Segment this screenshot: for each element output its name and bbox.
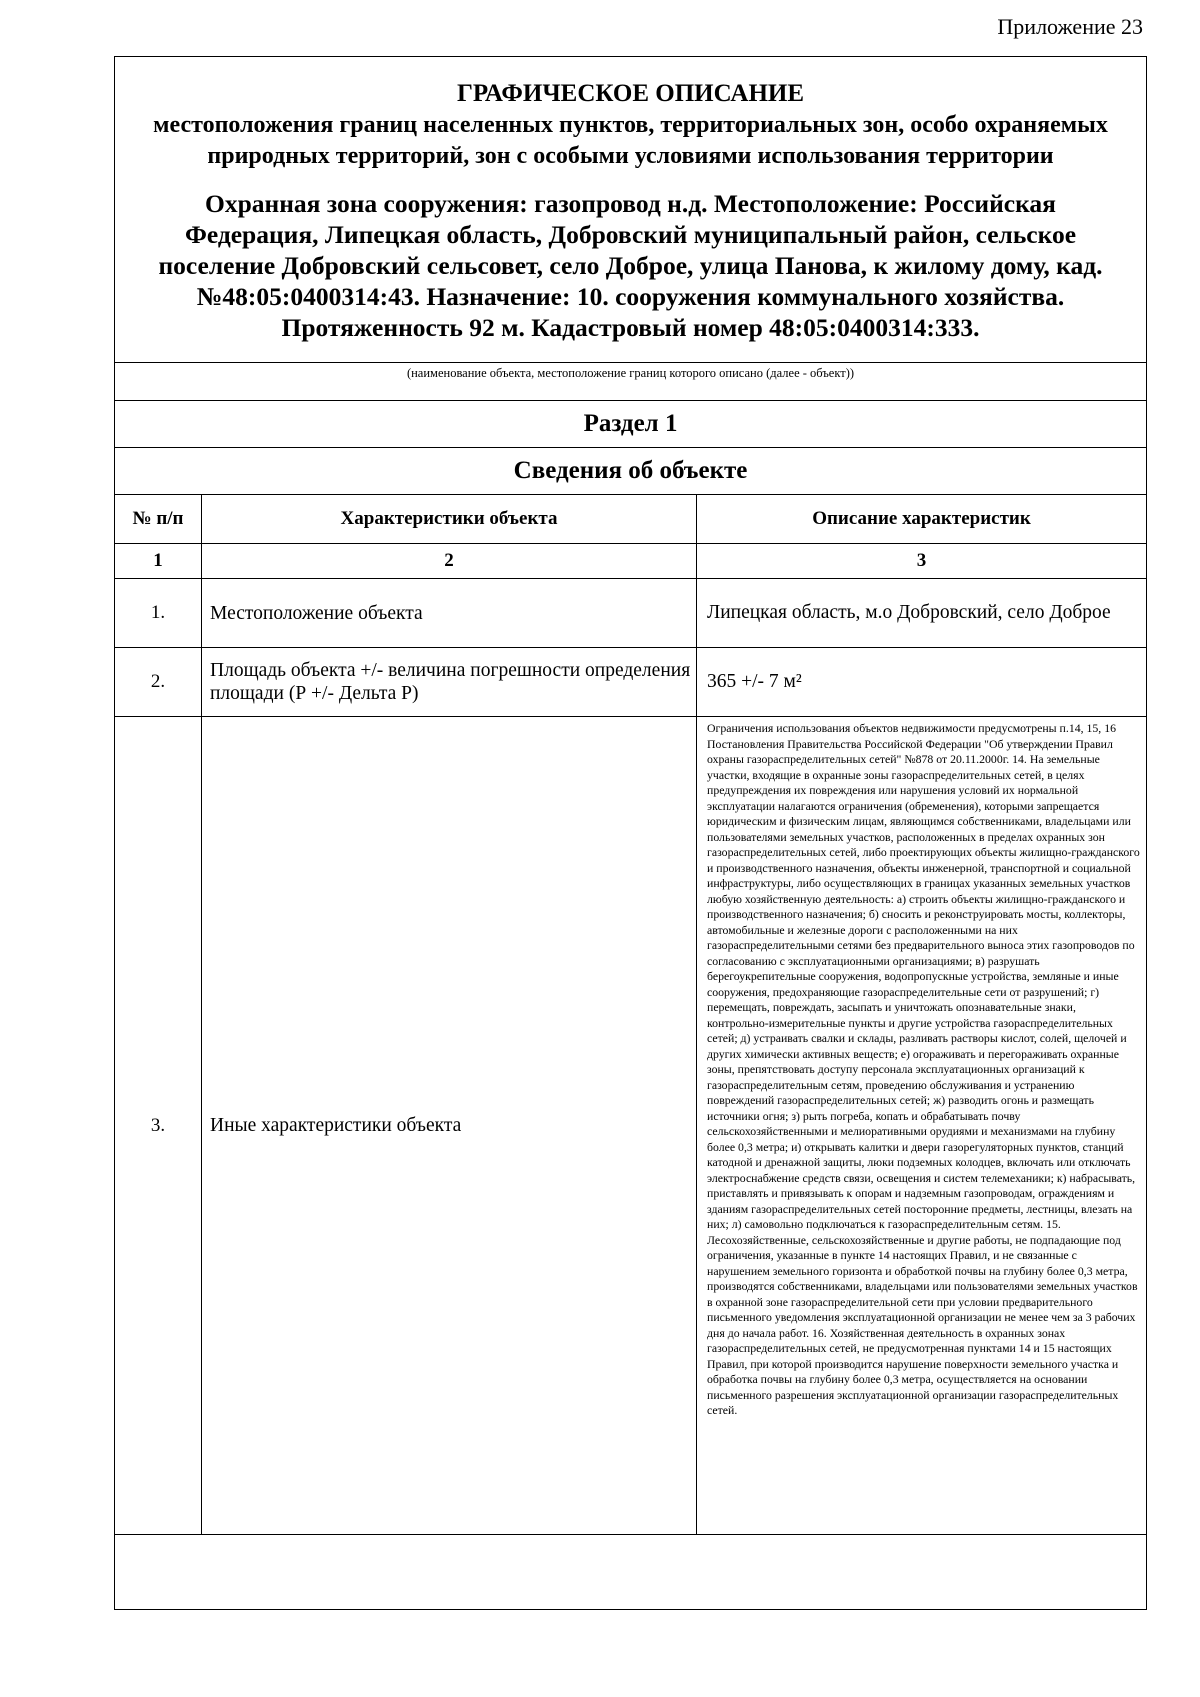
column-header-description: Описание характеристик	[697, 495, 1147, 544]
table-row	[115, 648, 1147, 717]
section-subtitle-row	[115, 448, 1147, 495]
document-subtitle: местоположения границ населенных пунктов, территориальных зон, особо охраняемых природных территорий, зон с особыми условиями использования территории	[153, 111, 1108, 169]
appendix-label: Приложение 23	[997, 14, 1143, 39]
table-row	[115, 579, 1147, 648]
header-cell	[115, 57, 1147, 363]
row-number: 3.	[115, 717, 202, 1535]
row-number: 1.	[115, 579, 202, 648]
header-row	[115, 57, 1147, 363]
note-row	[115, 363, 1147, 401]
column-header-num: № п/п	[115, 495, 202, 544]
row-description: 365 +/- 7 м²	[697, 648, 1147, 717]
document-title: ГРАФИЧЕСКОЕ ОПИСАНИЕ	[456, 79, 805, 107]
row-characteristic: Иные характеристики объекта	[202, 717, 697, 1535]
empty-cell	[115, 1535, 1147, 1610]
table-row	[115, 717, 1147, 1535]
object-description: Охранная зона сооружения: газопровод н.д. Местоположение: Российская Федерация, Липецкая область, Добровский муниципальный район, сельское поселение Добровский сельсовет, село Доброе, улица Панова, к жилому дому, кад.№48:05:0400314:43. Назначение: 10. сооружения коммунального хозяйства. Протяженность 92 м. Кадастровый номер 48:05:0400314:333.	[158, 188, 1103, 342]
section-title-row	[115, 401, 1147, 448]
row-characteristic: Местоположение объекта	[202, 579, 697, 648]
column-number-1: 1	[115, 544, 202, 579]
row-characteristic: Площадь объекта +/- величина погрешности определения площади (Р +/- Дельта Р)	[202, 648, 697, 717]
section-title: Раздел 1	[115, 401, 1147, 448]
document-table	[114, 56, 1147, 1610]
row-description: Липецкая область, м.о Добровский, село Доброе	[697, 579, 1147, 648]
row-description: Ограничения использования объектов недвижимости предусмотрены п.14, 15, 16 Постановления Правительства Российской Федерации "Об утверждении Правил охраны газораспределительных сетей" №878 от 20.11.2000г. 14. На земельные участки, входящие в охранные зоны газораспределительных сетей, в целях предупреждения их повреждения или нарушения условий их нормальной эксплуатации налагаются ограничения (обременения), которыми запрещается юридическим и физическим лицам, являющимся собственниками, владельцами или пользователями земельных участков, расположенных в пределах охранных зон газораспределительных сетей, либо проектирующих объекты жилищно-гражданского и производственного назначения, объекты инженерной, транспортной и социальной инфраструктуры, либо осуществляющих в границах указанных земельных участков любую хозяйственную деятельность: а) строить объекты жилищно-гражданского и производственного назначения; б) сносить и реконструировать мосты, коллекторы, автомобильные и железные дороги с расположенными на них газораспределительными сетями без предварительного выноса этих газопроводов по согласованию с эксплуатационными организациями; в) разрушать берегоукрепительные сооружения, водопропускные устройства, земляные и иные сооружения, предохраняющие газораспределительные сети от разрушений; г) перемещать, повреждать, засыпать и уничтожать опознавательные знаки, контрольно-измерительные пункты и другие устройства газораспределительных сетей; д) устраивать свалки и склады, разливать растворы кислот, солей, щелочей и других химически активных веществ; е) огораживать и перегораживать охранные зоны, препятствовать доступу персонала эксплуатационных организаций к газораспределительным сетям, проведению обслуживания и устранению повреждений газораспределительных сетей; ж) разводить огонь и размещать источники огня; з) рыть погреба, копать и обрабатывать почву сельскохозяйственными и мелиоративными орудиями и механизмами на глубину более 0,3 метра; и) открывать калитки и двери газорегуляторных пунктов, станций катодной и дренажной защиты, люки подземных колодцев, включать или отключать электроснабжение средств связи, освещения и систем телемеханики; к) набрасывать, приставлять и привязывать к опорам и надземным газопроводам, ограждениям и зданиям газораспределительных сетей посторонние предметы, лестницы, влезать на них; л) самовольно подключаться к газораспределительным сетям. 15. Лесохозяйственные, сельскохозяйственные и другие работы, не подпадающие под ограничения, указанные в пункте 14 настоящих Правил, и не связанные с нарушением земельного горизонта и обработкой почвы на глубину более 0,3 метра, производятся собственниками, владельцами или пользователями земельных участков в охранной зоне газораспределительной сети при условии предварительного письменного уведомления эксплуатационной организации не менее чем за 3 рабочих дня до начала работ. 16. Хозяйственная деятельность в охранных зонах газораспределительных сетей, не предусмотренная пунктами 14 и 15 настоящих Правил, при которой производится нарушение поверхности земельного участка и обработка почвы на глубину более 0,3 метра, осуществляется на основании письменного разрешения эксплуатационной организации газораспределительных сетей.	[697, 717, 1147, 1535]
column-header-characteristic: Характеристики объекта	[202, 495, 697, 544]
section-subtitle: Сведения об объекте	[115, 448, 1147, 495]
column-header-row	[115, 495, 1147, 544]
row-number: 2.	[115, 648, 202, 717]
column-number-3: 3	[697, 544, 1147, 579]
column-number-2: 2	[202, 544, 697, 579]
object-note: (наименование объекта, местоположение границ которого описано (далее - объект))	[115, 363, 1147, 401]
empty-row	[115, 1535, 1147, 1610]
document-frame	[114, 56, 1146, 1610]
column-number-row	[115, 544, 1147, 579]
